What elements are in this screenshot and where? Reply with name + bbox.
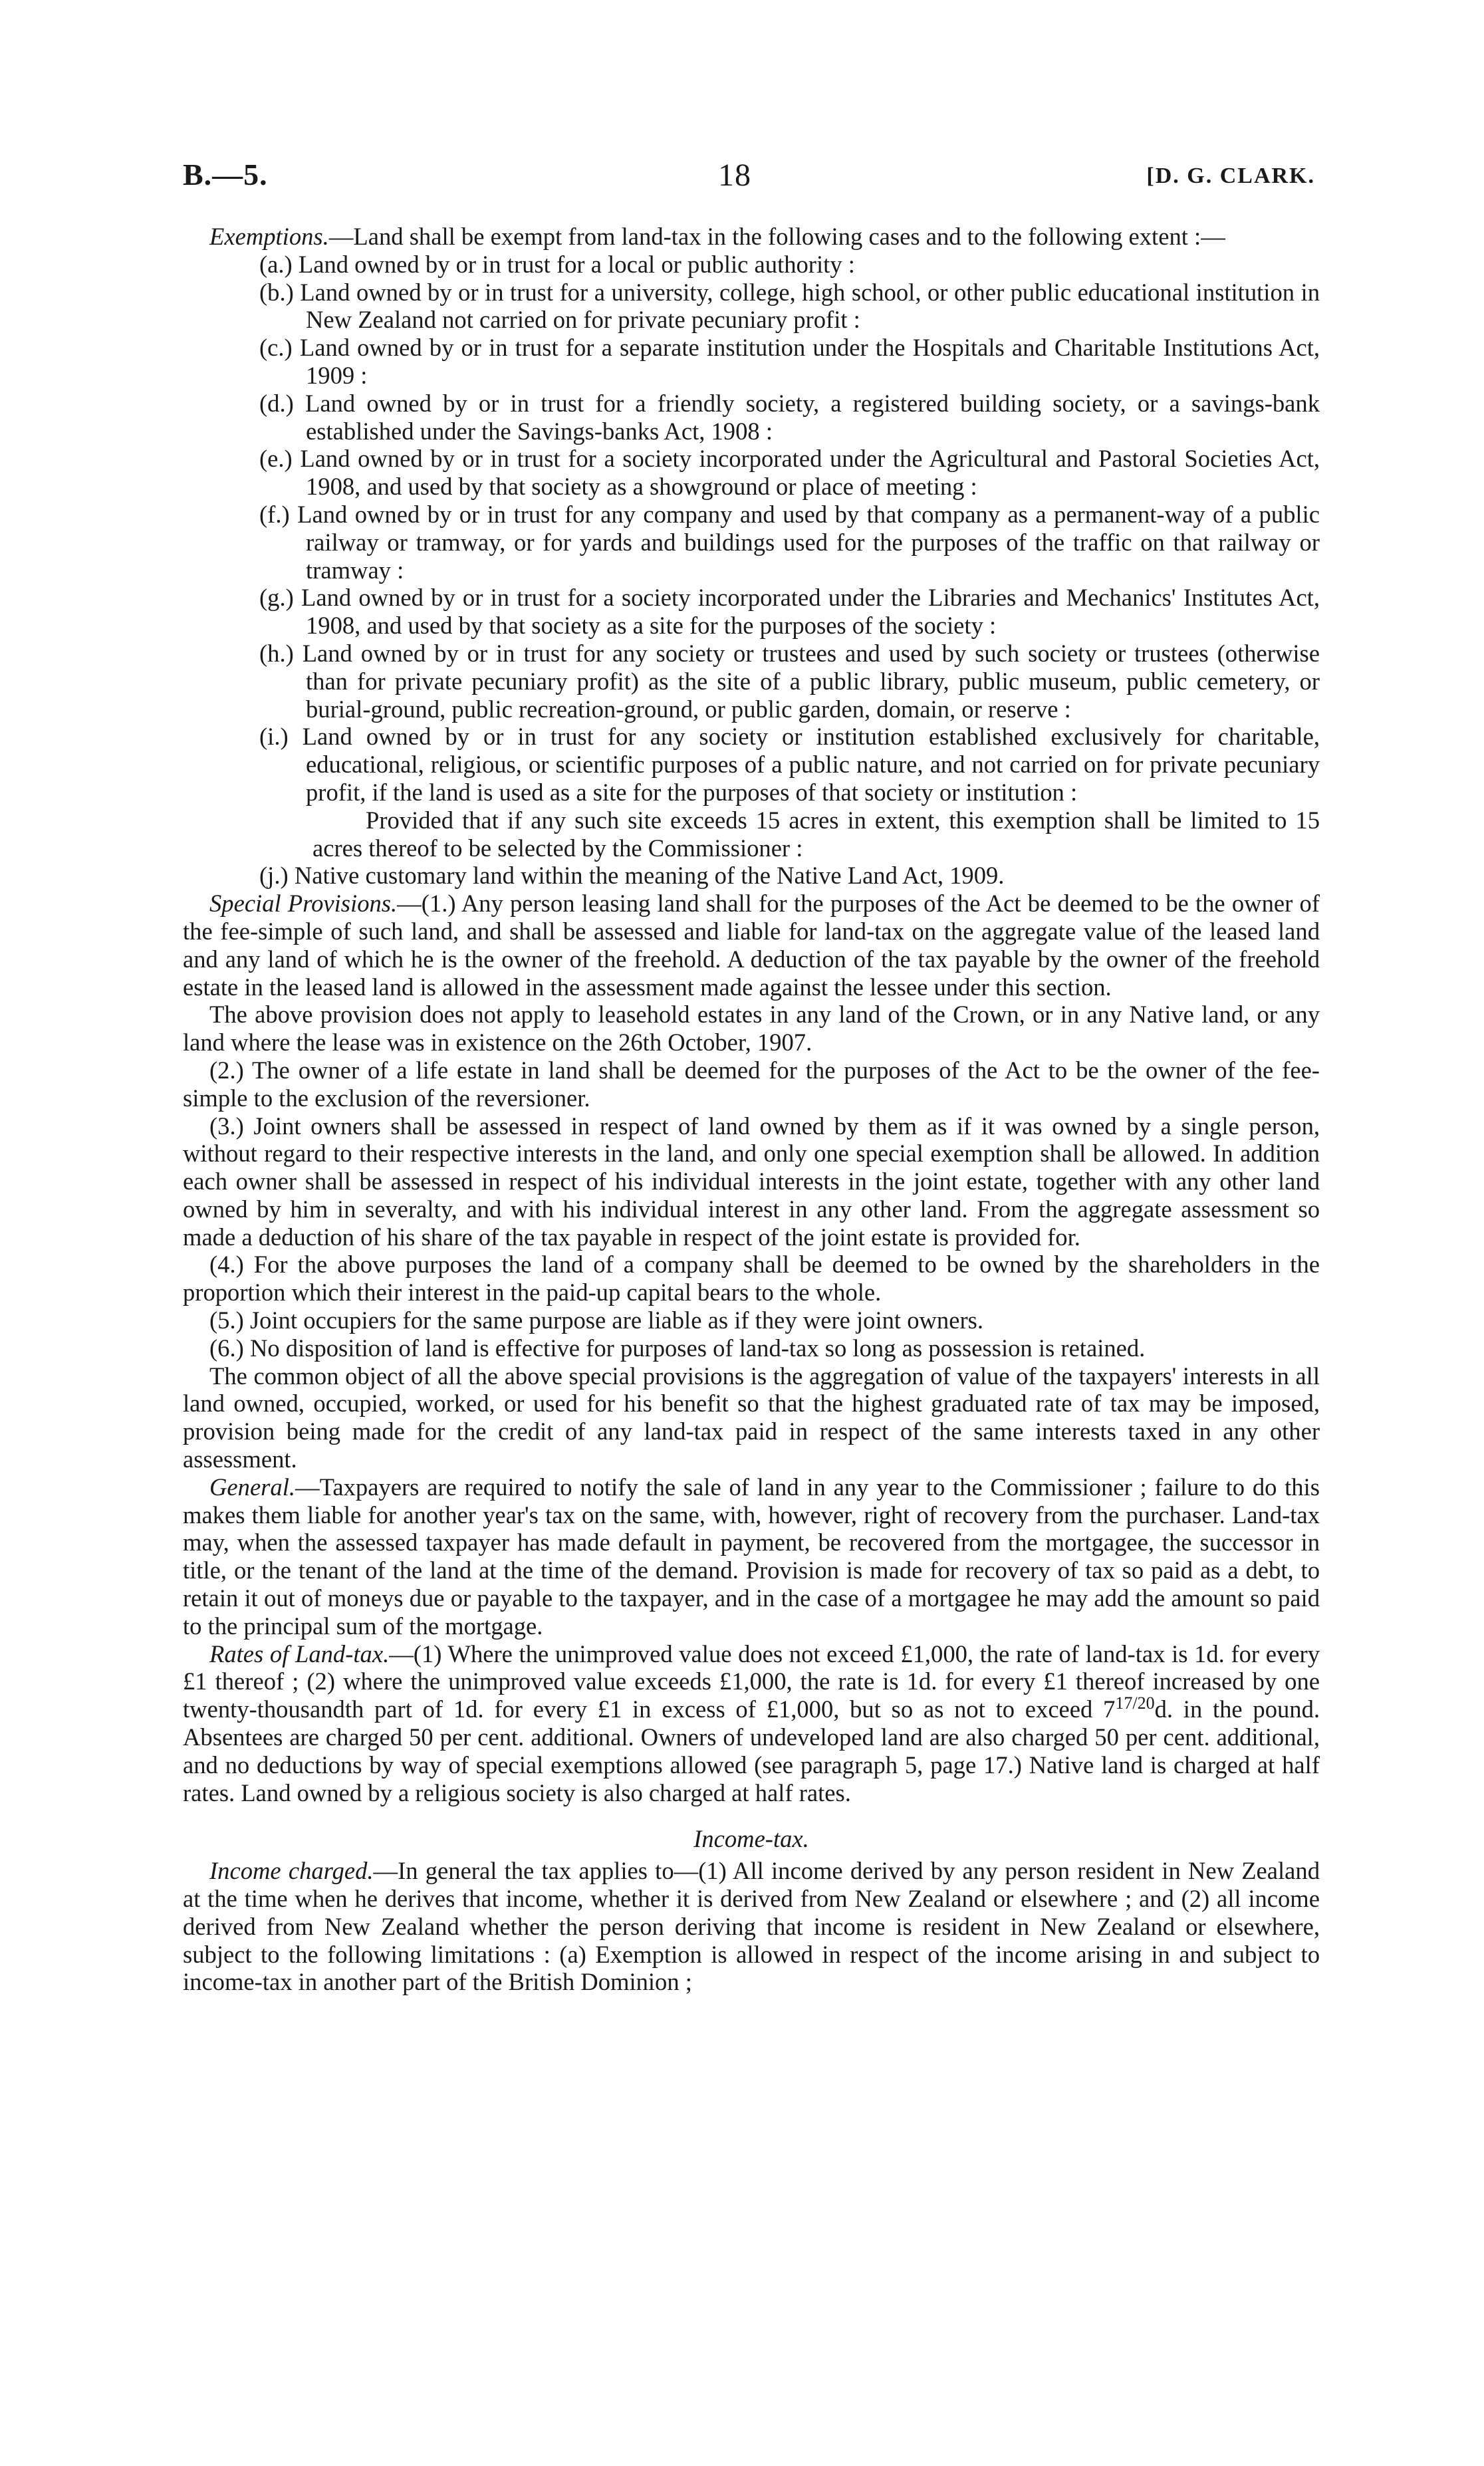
- special-provisions-heading: Special Provisions.: [209, 890, 398, 918]
- general-text: —Taxpayers are required to notify the sale of land in any year to the Commissioner ; failure to do this makes them liable for another year's tax on the same, with, however, right of recovery from the purchaser. Land-tax may, when the assessed taxpayer has made default in payment, be recovered from the mortgagee, the successor in title, or the tenant of the land at the time of the demand. Provision is made for recovery of tax so paid as a debt, to retain it out of moneys due or payable to the taxpayer, and in the case of a mortgagee he may add the amount so paid to the principal sum of the mortgage.: [183, 1473, 1320, 1640]
- page-number: 18: [718, 158, 751, 193]
- special-paragraph-3: (3.) Joint owners shall be assessed in respect of land owned by them as if it was owned by a single person, without regard to their respective interests in the land, and only one special exemption shall be allowed. In addition each owner shall be assessed in respect of his individual interests in the joint estate, together with any other land owned by him in severalty, and with his individual interest in any other land. From the aggregate assessment so made a deduction of his share of the tax payable in respect of the joint estate is provided for.: [183, 1112, 1320, 1251]
- exemption-proviso: Provided that if any such site exceeds 15 acres in extent, this exemption shall be limited to 15 acres thereof to be selected by the Commissioner :: [312, 806, 1320, 862]
- exemption-item-d: (d.) Land owned by or in trust for a friendly society, a registered building society, or a savings-bank established under the Savings-banks Act, 1908 :: [259, 389, 1320, 445]
- special-paragraph-4: (4.) For the above purposes the land of a company shall be deemed to be owned by the shareholders in the proportion which their interest in the paid-up capital bears to the whole.: [183, 1251, 1320, 1306]
- special-paragraph-leasehold: The above provision does not apply to leasehold estates in any land of the Crown, or in any Native land, or any land where the lease was in existence on the 26th October, 1907.: [183, 1001, 1320, 1056]
- exemption-item-i: (i.) Land owned by or in trust for any society or institution established exclusively for charitable, educational, religious, or scientific purposes of a public nature, and not carried on for private pecuniary profit, if the land is used as a site for the purposes of that society or institution :: [259, 723, 1320, 806]
- exemptions-intro: —Land shall be exempt from land-tax in the following cases and to the following extent :—: [328, 223, 1225, 250]
- special-provisions-paragraph: [183, 890, 1320, 1001]
- exemption-item-j: (j.) Native customary land within the meaning of the Native Land Act, 1909.: [259, 862, 1005, 890]
- exemptions-heading: Exemptions.: [209, 223, 329, 250]
- income-tax-title: Income-tax.: [693, 1825, 809, 1853]
- rates-paragraph: [183, 1640, 1320, 1807]
- special-paragraph-2: (2.) The owner of a life estate in land shall be deemed for the purposes of the Act to be the owner of the fee-simple to the exclusion of the reversioner.: [183, 1056, 1320, 1112]
- document-reference: B.—5.: [183, 158, 268, 191]
- rates-text-a: —(1) Where the unimproved value does not exceed £1,000, the rate of land-tax is 1d. for every £1 thereof ; (2) where the unimproved value exceeds £1,000, the rate is 1d. for every £1 thereof increased by one twenty-thousandth part of 1d. for every £1 in excess of £1,000, but so as not to exceed 7: [183, 1640, 1320, 1723]
- exemption-item-b: (b.) Land owned by or in trust for a university, college, high school, or other public educational institution in New Zealand not carried on for private pecuniary profit :: [259, 278, 1320, 334]
- income-charged-text: —In general the tax applies to—(1) All income derived by any person resident in New Zealand at the time when he derives that income, whether it is derived from New Zealand or elsewhere ; and (2) all income derived from New Zealand whether the person deriving that income is resident in New Zealand or elsewhere, subject to the following limitations : (a) Exemption is allowed in respect of the income arising in and subject to income-tax in another part of the British Dominion ;: [183, 1857, 1320, 1996]
- rates-heading: Rates of Land-tax.: [209, 1640, 390, 1667]
- exemption-item-h: (h.) Land owned by or in trust for any society or trustees and used by such society or trustees (otherwise than for private pecuniary profit) as the site of a public library, public museum, public cemetery, or burial-ground, public recreation-ground, or public garden, domain, or reserve :: [259, 639, 1320, 723]
- rate-fraction: 17/20: [1115, 1693, 1155, 1713]
- document-body: [183, 223, 1320, 1996]
- exemption-item-a: (a.) Land owned by or in trust for a local or public authority :: [259, 250, 855, 278]
- special-provisions-text: —(1.) Any person leasing land shall for the purposes of the Act be deemed to be the owner of the fee-simple of such land, and shall be assessed and liable for land-tax on the aggregate value of the leased land and any land of which he is the owner of the freehold. A deduction of the tax payable by the owner of the freehold estate in the leased land is allowed in the assessment made against the lessee under this section.: [183, 890, 1320, 1001]
- income-charged-paragraph: [183, 1857, 1320, 1996]
- author-reference: [D. G. CLARK.: [1146, 164, 1315, 188]
- exemption-item-f: (f.) Land owned by or in trust for any company and used by that company as a permanent-way of a public railway or tramway, or for yards and buildings used for the purposes of the traffic on that railway or tramway :: [259, 500, 1320, 584]
- exemption-item-e: (e.) Land owned by or in trust for a society incorporated under the Agricultural and Pastoral Societies Act, 1908, and used by that society as a showground or place of meeting :: [259, 445, 1320, 501]
- general-heading: General.: [209, 1473, 296, 1501]
- special-paragraph-6: (6.) No disposition of land is effective for purposes of land-tax so long as possession is retained.: [209, 1334, 1146, 1362]
- general-paragraph: [183, 1473, 1320, 1640]
- exemption-item-c: (c.) Land owned by or in trust for a separate institution under the Hospitals and Charitable Institutions Act, 1909 :: [259, 334, 1320, 389]
- exemption-item-g: (g.) Land owned by or in trust for a society incorporated under the Libraries and Mechanics' Institutes Act, 1908, and used by that society as a site for the purposes of the society :: [259, 584, 1320, 640]
- special-paragraph-5: (5.) Joint occupiers for the same purpose are liable as if they were joint owners.: [209, 1306, 984, 1334]
- special-paragraph-summary: The common object of all the above special provisions is the aggregation of value of the taxpayers' interests in all land owned, occupied, worked, or used for his benefit so that the highest graduated rate of tax may be imposed, provision being made for the credit of any land-tax paid in respect of the same interests taxed in any other assessment.: [183, 1362, 1320, 1473]
- income-charged-heading: Income charged.: [209, 1857, 374, 1885]
- rates-text-b: d. in the pound. Absentees are charged 50 per cent. additional. Owners of undeveloped land are also charged 50 per cent. additional, and no deductions by way of special exemptions allowed (see paragraph 5, page 17.) Native land is charged at half rates. Land owned by a religious society is also charged at half rates.: [183, 1695, 1320, 1806]
- exemptions-paragraph: [183, 223, 1320, 251]
